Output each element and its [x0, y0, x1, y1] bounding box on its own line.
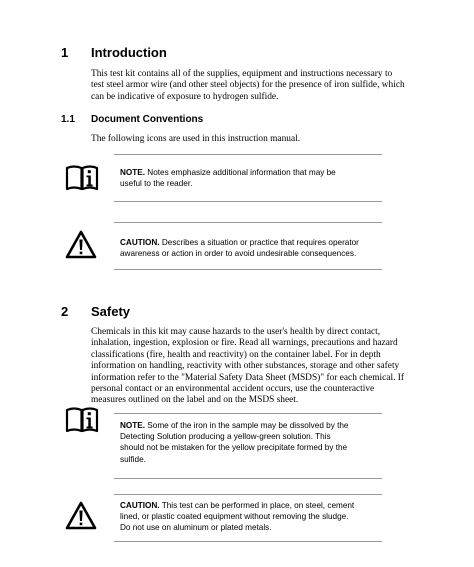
- paragraph-line: Chemicals in this kit may cause hazards to the user's health by direct contact,: [91, 327, 381, 337]
- paragraph-line: can be indicative of exposure to hydrogen sulfide.: [91, 91, 279, 102]
- section-title: Safety: [91, 304, 131, 319]
- divider: [114, 494, 382, 495]
- divider: [114, 222, 382, 223]
- subsection-title: Document Conventions: [91, 114, 204, 125]
- paragraph-line: classifications (fire, health and reactivity) on the container label. For in depth: [91, 349, 381, 360]
- safety-paragraph: [91, 327, 421, 407]
- caution-label: CAUTION.: [120, 238, 160, 247]
- safety-note-callout: [120, 420, 390, 465]
- paragraph-line: inhalation, ingestion, explosion or fire. Read all warnings, precautions and hazard: [91, 338, 398, 349]
- paragraph-line: measures outlined on the label and on the MSDS sheet.: [91, 395, 299, 406]
- divider: [114, 413, 382, 414]
- paragraph-line: information refer to the "Material Safety Data Sheet (MSDS)" for each chemical. If: [91, 372, 405, 383]
- note-text: sulfide.: [120, 454, 146, 464]
- note-text: useful to the reader.: [120, 179, 193, 189]
- section-title: Introduction: [91, 45, 167, 60]
- caution-text: Do not use on aluminum or plated metals.: [120, 523, 272, 533]
- book-info-icon: [65, 407, 99, 433]
- safety-caution-callout: [120, 500, 390, 534]
- subsection-number: 1.1: [61, 114, 75, 125]
- warning-triangle-icon: [65, 501, 97, 530]
- divider: [114, 154, 382, 155]
- note-callout: [120, 167, 390, 189]
- divider: [114, 478, 382, 479]
- divider: [114, 201, 382, 202]
- conventions-intro: The following icons are used in this instruction manual.: [91, 134, 301, 144]
- warning-triangle-icon: [65, 230, 97, 259]
- paragraph-line: This test kit contains all of the supplies, equipment and instructions necessary to: [91, 69, 393, 79]
- intro-paragraph: [91, 69, 421, 103]
- note-text: should not be mistaken for the yellow precipitate formed by the: [120, 443, 348, 453]
- note-text: Detecting Solution producing a yellow-green solution. This: [120, 432, 331, 442]
- divider: [114, 269, 382, 270]
- book-info-icon: [65, 165, 99, 191]
- caution-label: CAUTION.: [120, 501, 160, 510]
- caution-callout: [120, 237, 390, 259]
- caution-text: This test can be performed in place, on steel, cement: [159, 501, 355, 510]
- paragraph-line: personal contact or an environmental accident occurs, use the counteractive: [91, 384, 375, 395]
- note-label: NOTE.: [120, 421, 146, 430]
- paragraph-line: information on handling, reactivity with other substances, storage and other safety: [91, 361, 400, 372]
- caution-text: lined, or plastic coated equipment without removing the sludge.: [120, 512, 349, 522]
- note-text: Some of the iron in the sample may be dissolved by the: [145, 421, 349, 430]
- caution-text: awareness or action in order to avoid undesirable consequences.: [120, 249, 357, 259]
- caution-text: Describes a situation or practice that requires operator: [159, 238, 359, 247]
- section-number: 1: [61, 45, 69, 60]
- note-text: Notes emphasize additional information that may be: [145, 168, 336, 177]
- divider: [114, 541, 382, 542]
- note-label: NOTE.: [120, 168, 146, 177]
- section-number: 2: [61, 304, 69, 319]
- paragraph-line: test steel armor wire (and other steel objects) for the presence of iron sulfide, which: [91, 80, 405, 91]
